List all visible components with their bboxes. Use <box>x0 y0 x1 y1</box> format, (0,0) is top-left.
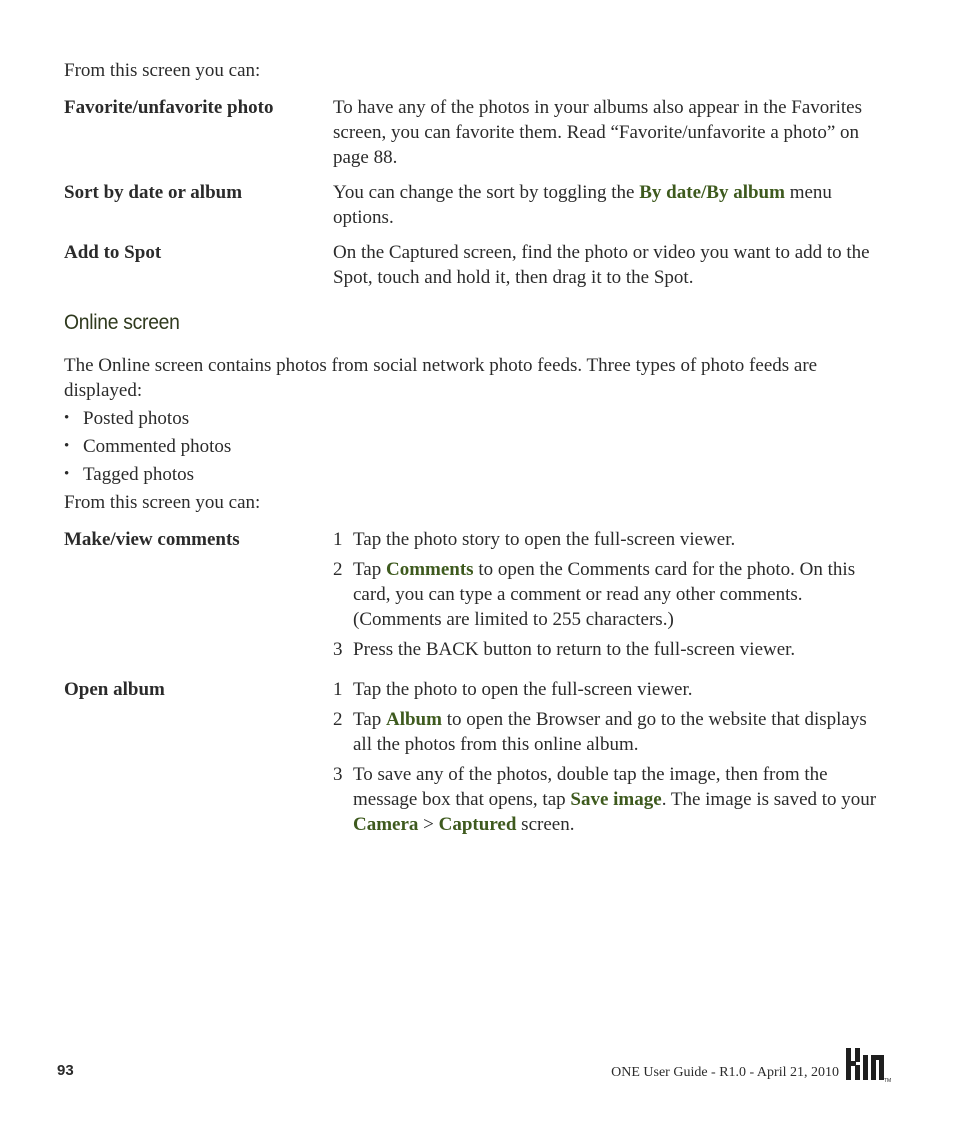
step-text: Tap <box>353 709 386 730</box>
page-content <box>64 58 890 852</box>
online-intro: From this screen you can: <box>64 492 261 513</box>
step-number: 2 <box>333 559 343 580</box>
step-item <box>333 707 890 757</box>
step-text: To save any of the photos, double tap the image, then from the message box that opens, tap <box>353 764 828 810</box>
footer-guide-text: ONE User Guide - R1.0 - April 21, 2010 <box>611 1065 839 1080</box>
save-image-highlight: Save image <box>570 789 662 810</box>
step-number: 3 <box>333 764 343 785</box>
desc-text: menu options. <box>333 182 832 228</box>
comments-highlight: Comments <box>385 559 474 580</box>
captured-highlight: Captured <box>438 814 517 835</box>
feature-term: Add to Spot <box>64 242 162 263</box>
feature-term: Favorite/unfavorite photo <box>64 97 274 118</box>
feature-term: Sort by date or album <box>64 182 243 203</box>
desc-text: You can change the sort by toggling the <box>333 182 640 203</box>
feature-row-favorite <box>64 95 890 170</box>
feature-steps <box>333 527 890 667</box>
feature-row-album <box>64 677 890 842</box>
feature-term: Open album <box>64 679 165 700</box>
page-number: 93 <box>57 1062 74 1079</box>
step-text: to open the Comments card for the photo. On this card, you can type a comment or read any other comments. (Comments are limited to 255 characters.) <box>353 559 856 630</box>
feature-desc: On the Captured screen, find the photo or video you want to add to the Spot, touch and hold it, then drag it to the Spot. <box>333 242 870 288</box>
list-item: • Commented photos <box>64 434 890 459</box>
step-number: 1 <box>333 529 343 550</box>
section1-intro: From this screen you can: <box>64 60 261 81</box>
feature-desc <box>333 180 890 230</box>
feature-row-sort <box>64 180 890 230</box>
feature-row-comments <box>64 527 890 667</box>
step-number: 2 <box>333 709 343 730</box>
step-number: 1 <box>333 679 343 700</box>
step-item <box>333 527 890 552</box>
feature-row-spot <box>64 240 890 290</box>
svg-text:TM: TM <box>884 1078 892 1084</box>
menu-option-highlight: By date/By album <box>639 182 785 203</box>
step-item <box>333 677 890 702</box>
step-list <box>333 527 890 662</box>
list-item: • Posted photos <box>64 406 890 431</box>
step-text: . The image is saved to your <box>661 789 877 810</box>
step-text: Press the BACK button to return to the full-screen viewer. <box>353 639 796 660</box>
feed-type-list <box>64 406 890 487</box>
step-text: to open the Browser and go to the website that displays all the photos from this online album. <box>353 709 867 755</box>
step-text: Tap the photo story to open the full-screen viewer. <box>353 529 736 550</box>
step-item <box>333 557 890 632</box>
online-paragraph: The Online screen contains photos from social network photo feeds. Three types of photo feeds are displayed: <box>64 355 818 401</box>
step-item <box>333 637 890 662</box>
kin-logo-icon <box>846 1046 890 1084</box>
step-number: 3 <box>333 639 343 660</box>
album-highlight: Album <box>385 709 442 730</box>
step-text: Tap the photo to open the full-screen viewer. <box>353 679 693 700</box>
step-text: Tap <box>353 559 386 580</box>
list-item: • Tagged photos <box>64 462 890 487</box>
section-heading-online: Online screen <box>64 311 180 334</box>
step-text: screen. <box>516 814 575 835</box>
feature-desc: To have any of the photos in your albums also appear in the Favorites screen, you can favorite them. Read “Favorite/unfavorite a photo” on page 88. <box>333 97 862 168</box>
feature-steps <box>333 677 890 842</box>
step-list <box>333 677 890 837</box>
feature-term: Make/view comments <box>64 529 240 550</box>
camera-highlight: Camera <box>353 814 419 835</box>
step-item <box>333 762 890 837</box>
step-text: > <box>418 814 439 835</box>
